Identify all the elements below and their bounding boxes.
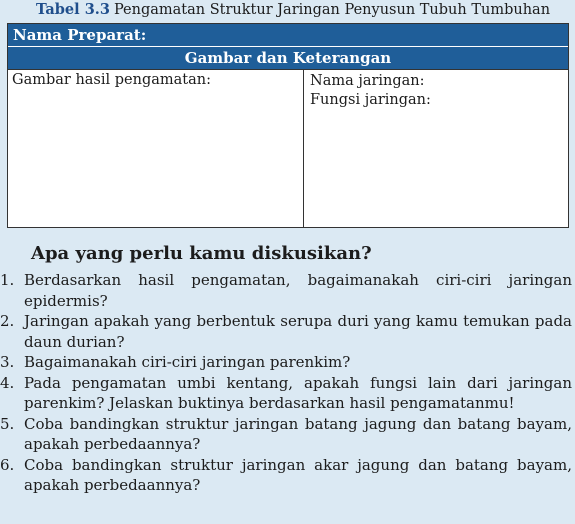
- drawing-cell: [8, 70, 304, 227]
- observation-table: [7, 23, 569, 228]
- caption-title: Pengamatan Struktur Jaringan Penyusun Tubuh Tumbuhan: [113, 2, 551, 18]
- question-text: Berdasarkan hasil pengamatan, bagaimanakah ciri-ciri jaringan epidermis?: [24, 271, 572, 310]
- question-number: 6.: [0, 455, 15, 474]
- question-number: 4.: [0, 373, 15, 392]
- tissue-function-label: Fungsi jaringan:: [310, 92, 431, 108]
- list-item: [0, 270, 575, 311]
- notes-cell: [304, 70, 568, 227]
- drawing-cell-label: Gambar hasil pengamatan:: [12, 72, 211, 88]
- table-body: [8, 70, 568, 227]
- list-item: [0, 352, 575, 373]
- caption-number: Tabel 3.3: [36, 1, 110, 18]
- table-caption: [36, 1, 550, 18]
- preparat-label: Nama Preparat:: [8, 24, 568, 47]
- question-text: Coba bandingkan struktur jaringan akar jagung dan batang bayam, apakah perbedaannya?: [24, 455, 572, 494]
- tissue-name-label: Nama jaringan:: [310, 73, 425, 89]
- question-number: 2.: [0, 312, 15, 330]
- question-text: Jaringan apakah yang berbentuk serupa duri yang kamu temukan pada daun durian?: [24, 312, 572, 351]
- list-item: [0, 373, 575, 414]
- question-number: 5.: [0, 414, 15, 433]
- question-list: [0, 270, 575, 496]
- question-number: 1.: [0, 271, 15, 289]
- question-text: Pada pengamatan umbi kentang, apakah fungsi lain dari jaringan parenkim? Jelaskan buktinya berdasarkan hasil pengamatanmu!: [24, 373, 572, 412]
- discussion-title: Apa yang perlu kamu diskusikan?: [31, 243, 372, 264]
- gambar-header: Gambar dan Keterangan: [8, 47, 568, 70]
- list-item: [0, 311, 575, 352]
- question-number: 3.: [0, 353, 15, 371]
- question-text: Coba bandingkan struktur jaringan batang jagung dan batang bayam, apakah perbedaannya?: [24, 414, 572, 453]
- question-text: Bagaimanakah ciri-ciri jaringan parenkim?: [24, 353, 351, 371]
- list-item: [0, 455, 575, 496]
- list-item: [0, 414, 575, 455]
